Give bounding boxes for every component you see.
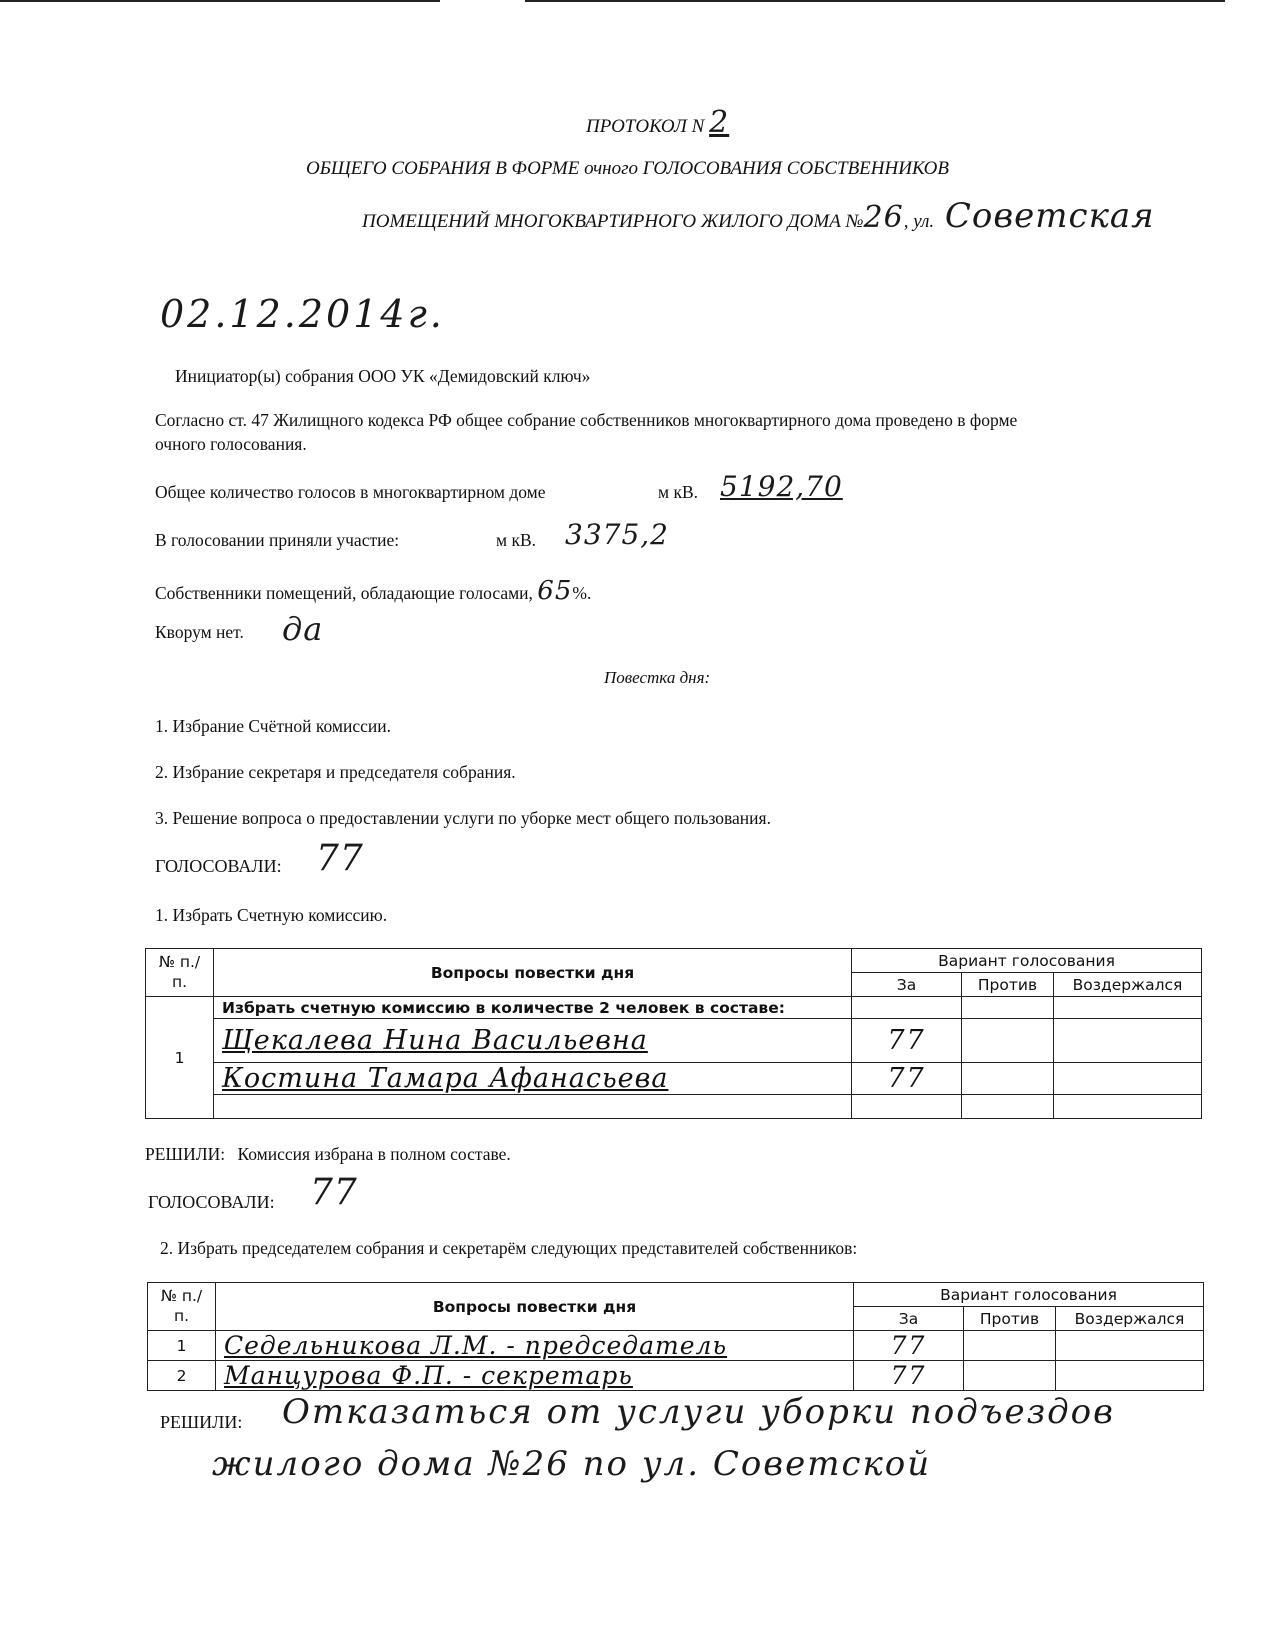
- table2-row-1-for-value: 77: [890, 1331, 927, 1360]
- protocol-label: ПРОТОКОЛ N: [586, 116, 705, 137]
- table1-col-questions: Вопросы повестки дня: [214, 949, 852, 997]
- table2-col-num: № п./п.: [148, 1283, 216, 1331]
- meeting-date: 02.12.2014г.: [160, 292, 445, 336]
- vote2-value: 77: [310, 1172, 358, 1213]
- table1-col-num: № п./п.: [146, 949, 214, 997]
- table2-col-abstain: Воздержался: [1056, 1307, 1204, 1331]
- table-chair-secretary: [147, 1282, 1204, 1391]
- table2-empty-cell: [1056, 1331, 1204, 1361]
- participated-unit: м кВ.: [496, 530, 536, 550]
- owners-votes-label: Собственники помещений, обладающие голосами,: [155, 583, 533, 603]
- table1-empty-cell: [962, 1095, 1054, 1119]
- street-prefix: , ул.: [903, 211, 935, 232]
- scan-top-edge-left: [0, 0, 440, 2]
- decided2-label: РЕШИЛИ:: [160, 1412, 243, 1432]
- table1-empty-cell: [962, 997, 1054, 1019]
- table1-row-number: 1: [146, 997, 214, 1119]
- table1-col-abstain: Воздержался: [1054, 973, 1202, 997]
- owners-votes-value: 65: [537, 576, 573, 606]
- table1-member-1-for: [852, 1019, 962, 1063]
- header-line-1: ОБЩЕГО СОБРАНИЯ В ФОРМЕ очного ГОЛОСОВАНИЯ СОБСТВЕННИКОВ: [306, 158, 949, 179]
- table1-empty-cell: [214, 1095, 852, 1119]
- table2-row-1-name-text: Седельникова Л.М. - председатель: [224, 1331, 728, 1360]
- vote1-label: ГОЛОСОВАЛИ:: [155, 856, 282, 876]
- table1-col-variant: Вариант голосования: [852, 949, 1202, 973]
- house-number: 26: [863, 200, 904, 235]
- table1-member-1-name-text: Щекалева Нина Васильевна: [222, 1025, 648, 1056]
- decided2-line-2: жилого дома №26 по ул. Советской: [212, 1444, 932, 1484]
- decided1-label: РЕШИЛИ:: [145, 1144, 226, 1164]
- table1-member-1-name: [214, 1019, 852, 1063]
- table1-empty-cell: [1054, 1095, 1202, 1119]
- vote2-label: ГОЛОСОВАЛИ:: [148, 1192, 275, 1212]
- agenda-title: Повестка дня:: [604, 668, 711, 687]
- total-votes-unit: м кВ.: [658, 482, 698, 502]
- decided1-text: Комиссия избрана в полном составе.: [237, 1144, 511, 1164]
- header-line-2: [362, 196, 1155, 236]
- table2-col-variant: Вариант голосования: [854, 1283, 1204, 1307]
- table2-empty-cell: [964, 1331, 1056, 1361]
- decided1: [145, 1144, 511, 1165]
- table1-row-heading: Избрать счетную комиссию в количестве 2 человек в составе:: [214, 997, 852, 1019]
- header-line-2-prefix: ПОМЕЩЕНИЙ МНОГОКВАРТИРНОГО ЖИЛОГО ДОМА №: [362, 211, 864, 232]
- protocol-title: [586, 105, 729, 140]
- total-votes-value: 5192,70: [720, 470, 843, 503]
- section1-title: 1. Избрать Счетную комиссию.: [155, 905, 388, 925]
- table2-row-2-num: 2: [148, 1361, 216, 1391]
- owners-votes-suffix: %.: [572, 583, 592, 603]
- table1-empty-cell: [852, 1095, 962, 1119]
- table2-col-against: Против: [964, 1307, 1056, 1331]
- table1-member-2-for: [852, 1063, 962, 1095]
- owners-votes: [155, 576, 591, 606]
- initiator: Инициатор(ы) собрания ООО УК «Демидовский ключ»: [175, 366, 591, 386]
- table2-empty-cell: [964, 1361, 1056, 1391]
- table2-row-2-name: [216, 1361, 854, 1391]
- table2-row-2-name-text: Манцурова Ф.П. - секретарь: [224, 1361, 633, 1390]
- table-counting-commission: [145, 948, 1202, 1119]
- scan-top-edge-right: [525, 0, 1225, 2]
- table1-empty-cell: [1054, 1063, 1202, 1095]
- table2-col-for: За: [854, 1307, 964, 1331]
- street-name: Советская: [944, 196, 1155, 236]
- table1-empty-cell: [1054, 997, 1202, 1019]
- table1-empty-cell: [962, 1063, 1054, 1095]
- table1-empty-cell: [852, 997, 962, 1019]
- table1-member-2-name-text: Костина Тамара Афанасьева: [222, 1063, 669, 1094]
- table2-row-1-for: [854, 1331, 964, 1361]
- table1-member-1-for-value: 77: [887, 1025, 926, 1056]
- table1-col-against: Против: [962, 973, 1054, 997]
- agenda-item-2: 2. Избрание секретаря и председателя собрания.: [155, 762, 516, 782]
- table2-col-questions: Вопросы повестки дня: [216, 1283, 854, 1331]
- table2-row-1-num: 1: [148, 1331, 216, 1361]
- quorum-label: Кворум нет.: [155, 622, 244, 642]
- table2-row-2-for: [854, 1361, 964, 1391]
- table1-col-for: За: [852, 973, 962, 997]
- section2-title: 2. Избрать председателем собрания и секретарём следующих представителей собственников:: [160, 1238, 858, 1258]
- table2-empty-cell: [1056, 1361, 1204, 1391]
- table1-member-2-name: [214, 1063, 852, 1095]
- participated-value: 3375,2: [565, 518, 669, 551]
- quorum-value: да: [282, 610, 324, 648]
- protocol-number: 2: [709, 105, 730, 140]
- total-votes-label: Общее количество голосов в многоквартирном доме: [155, 482, 546, 502]
- agenda-item-3: 3. Решение вопроса о предоставлении услуги по уборке мест общего пользования.: [155, 808, 771, 828]
- vote1-value: 77: [316, 838, 364, 879]
- legal-basis-line-1: Согласно ст. 47 Жилищного кодекса РФ общее собрание собственников многоквартирного дома проведено в форме: [155, 410, 1018, 430]
- agenda-item-1: 1. Избрание Счётной комиссии.: [155, 716, 391, 736]
- participated-label: В голосовании приняли участие:: [155, 530, 400, 550]
- table2-row-2-for-value: 77: [890, 1361, 927, 1390]
- table1-empty-cell: [1054, 1019, 1202, 1063]
- decided2-line-1: Отказаться от услуги уборки подъездов: [282, 1392, 1115, 1432]
- table2-row-1-name: [216, 1331, 854, 1361]
- legal-basis-line-2: очного голосования.: [155, 434, 307, 454]
- table1-member-2-for-value: 77: [887, 1063, 926, 1094]
- table1-empty-cell: [962, 1019, 1054, 1063]
